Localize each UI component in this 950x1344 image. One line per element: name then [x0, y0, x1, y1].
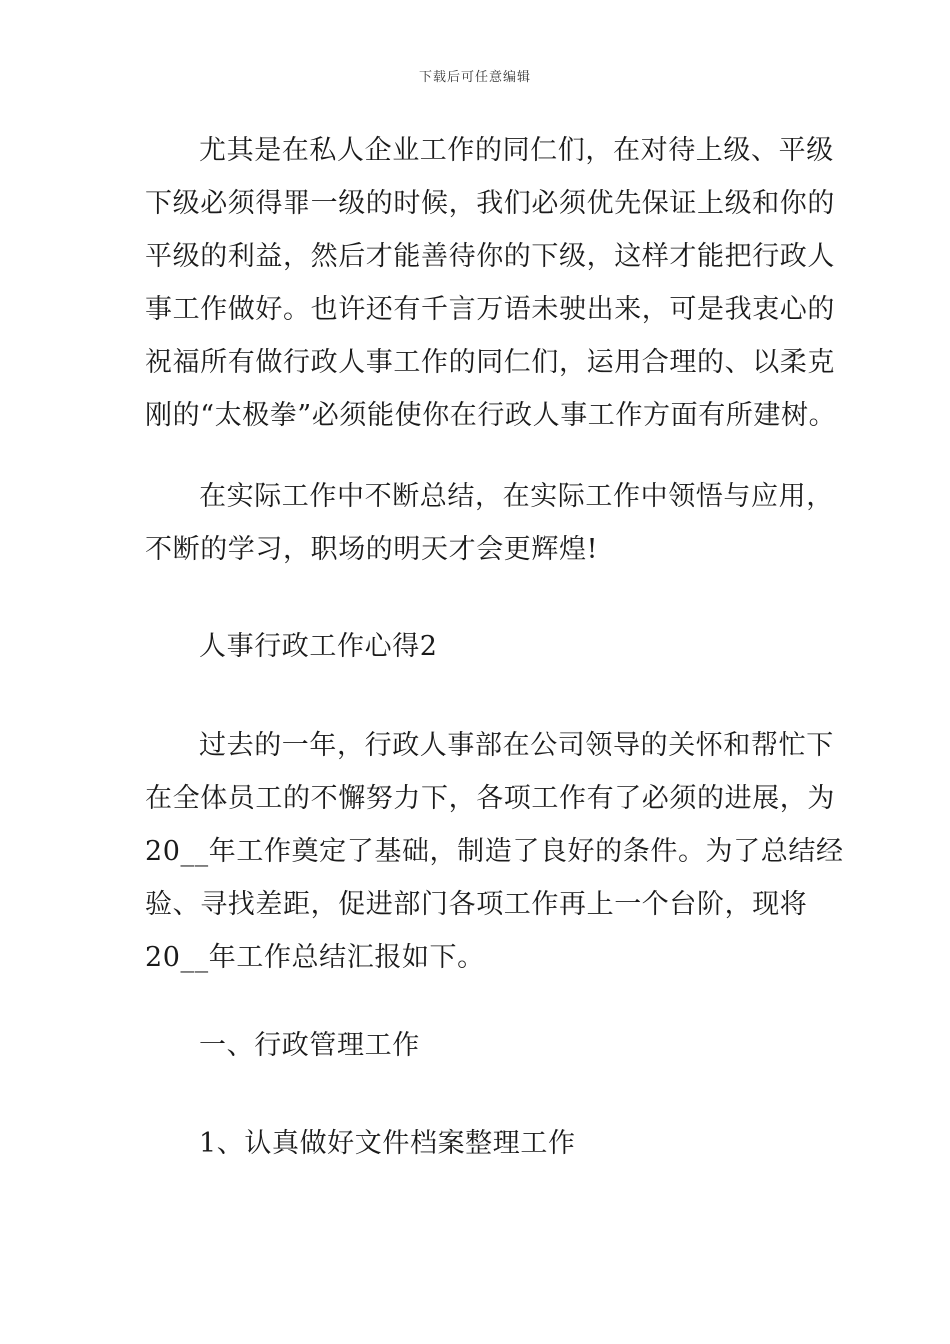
paragraph-line: 事工作做好。也许还有千言万语未驶出来，可是我衷心的 — [145, 294, 835, 325]
paragraph-line: 在实际工作中不断总结，在实际工作中领悟与应用， — [199, 481, 834, 512]
paragraph-line: 祝福所有做行政人事工作的同仁们，运用合理的、以柔克 — [145, 347, 835, 378]
paragraph-3 — [145, 719, 844, 984]
paragraph-line: 平级的利益，然后才能善待你的下级，这样才能把行政人 — [145, 241, 835, 272]
paragraph-line: 尤其是在私人企业工作的同仁们，在对待上级、平级 — [199, 135, 834, 166]
paragraph-2 — [145, 470, 834, 576]
section-title-admin: 一、行政管理工作 — [199, 1030, 420, 1061]
paragraph-line: 过去的一年，行政人事部在公司领导的关怀和帮忙下 — [199, 730, 834, 761]
paragraph-line: 不断的学习，职场的明天才会更辉煌! — [145, 534, 599, 565]
paragraph-line: 20__年工作总结汇报如下。 — [145, 942, 485, 973]
header-note: 下载后可任意编辑 — [418, 70, 531, 85]
paragraph-1 — [145, 124, 837, 442]
item-title-archive: 1、认真做好文件档案整理工作 — [199, 1128, 576, 1159]
paragraph-line: 验、寻找差距，促进部门各项工作再上一个台阶，现将 — [145, 889, 808, 920]
paragraph-line: 刚的“太极拳”必须能使你在行政人事工作方面有所建树。 — [145, 400, 837, 431]
paragraph-line: 20__年工作奠定了基础，制造了良好的条件。为了总结经 — [145, 836, 844, 867]
section-heading-2: 人事行政工作心得2 — [199, 631, 438, 662]
paragraph-line: 下级必须得罪一级的时候，我们必须优先保证上级和你的 — [145, 188, 835, 219]
paragraph-line: 在全体员工的不懈努力下，各项工作有了必须的进展，为 — [145, 783, 835, 814]
